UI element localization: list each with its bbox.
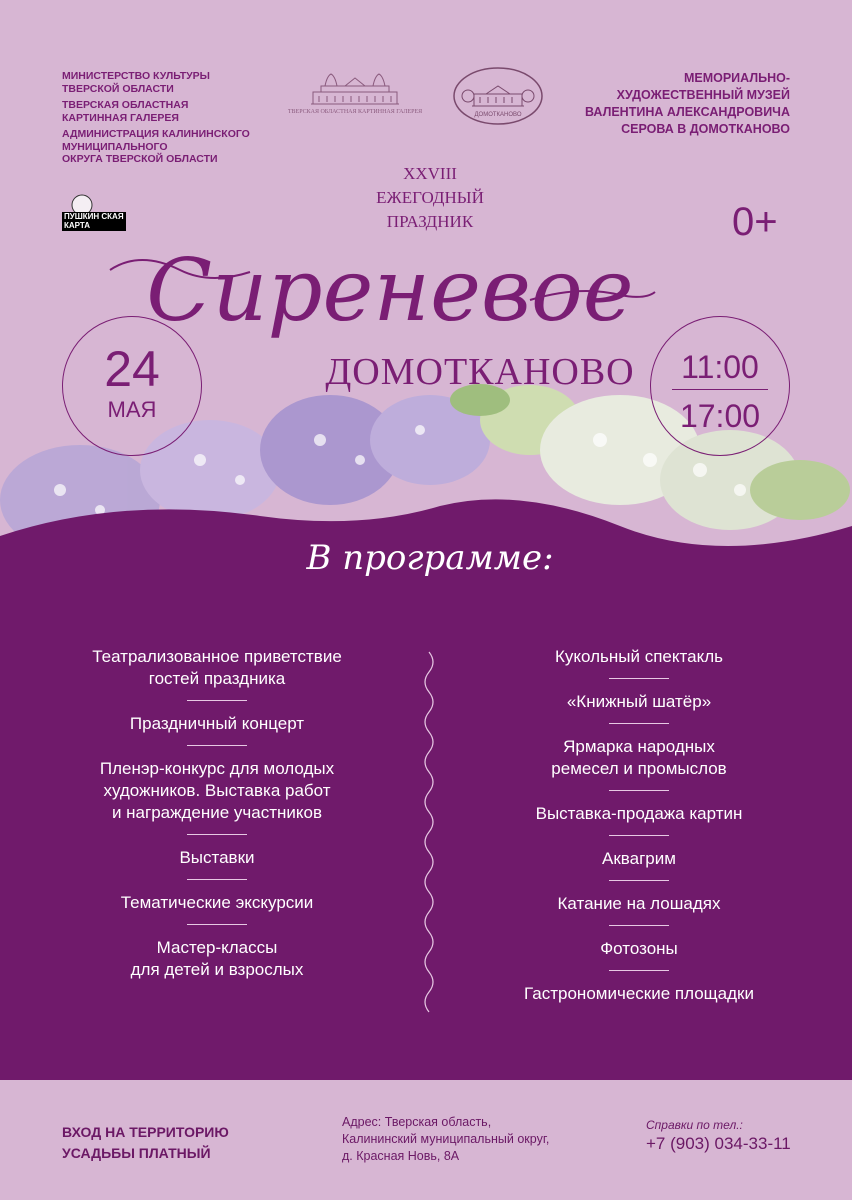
program-item: Аквагрим bbox=[602, 849, 676, 868]
program-separator bbox=[609, 880, 669, 881]
organizer-museum: МЕМОРИАЛЬНО- ХУДОЖЕСТВЕННЫЙ МУЗЕЙ ВАЛЕНТИНА АЛЕКСАНДРОВИЧА СЕРОВА В ДОМОТКАНОВО bbox=[584, 71, 790, 136]
pushkin-card-label: ПУШКИН СКАЯ КАРТА bbox=[62, 212, 126, 231]
event-day: 24 bbox=[104, 341, 160, 397]
program-separator bbox=[609, 835, 669, 836]
phone-label: Справки по тел.: bbox=[646, 1118, 743, 1132]
age-rating: 0+ bbox=[732, 200, 778, 244]
program-separator bbox=[187, 700, 247, 701]
time-divider bbox=[672, 389, 768, 390]
wavy-divider bbox=[420, 652, 438, 1012]
program-item: Кукольный спектакль bbox=[555, 647, 723, 666]
program-item: Выставки bbox=[179, 848, 255, 867]
event-place: ДОМОТКАНОВО bbox=[325, 351, 635, 393]
time-badge bbox=[650, 316, 790, 456]
program-item: Мастер-классы для детей и взрослых bbox=[130, 938, 304, 979]
program-item: Театрализованное приветствие гостей праздника bbox=[92, 647, 342, 688]
time-start: 11:00 bbox=[681, 349, 759, 385]
program-left-list bbox=[32, 646, 402, 981]
contact bbox=[646, 1118, 791, 1154]
event-title-text: Сиреневое bbox=[146, 241, 634, 341]
museum-logo-caption: ДОМОТКАНОВО bbox=[474, 112, 522, 118]
event-month: МАЯ bbox=[107, 397, 157, 422]
program-separator bbox=[609, 723, 669, 724]
program-item: Пленэр-конкурс для молодых художников. Выставка работ и награждение участников bbox=[99, 759, 335, 822]
program-separator bbox=[609, 970, 669, 971]
time-end: 17:00 bbox=[679, 398, 761, 434]
program-item: Праздничный концерт bbox=[129, 714, 305, 733]
organizer-ministry: МИНИСТЕРСТВО КУЛЬТУРЫ ТВЕРСКОЙ ОБЛАСТИ bbox=[62, 70, 210, 95]
program-item: Тематические экскурсии bbox=[120, 893, 314, 912]
gallery-logo bbox=[287, 66, 423, 122]
organizer-gallery: ТВЕРСКАЯ ОБЛАСТНАЯ КАРТИННАЯ ГАЛЕРЕЯ bbox=[62, 99, 189, 124]
organizer-administration: АДМИНИСТРАЦИЯ КАЛИНИНСКОГО МУНИЦИПАЛЬНОГО ОКРУГА ТВЕРСКОЙ ОБЛАСТИ bbox=[62, 128, 250, 165]
museum-logo bbox=[452, 66, 544, 126]
program-item: Ярмарка народных ремесел и промыслов bbox=[551, 737, 727, 778]
program-item: «Книжный шатёр» bbox=[566, 692, 712, 711]
program-item: Выставка-продажа картин bbox=[535, 804, 743, 823]
program-separator bbox=[609, 925, 669, 926]
program-right-list bbox=[454, 646, 824, 1005]
program-item: Гастрономические площадки bbox=[524, 984, 754, 1003]
program-item: Фотозоны bbox=[600, 939, 678, 958]
date-badge bbox=[62, 316, 202, 456]
program-separator bbox=[187, 745, 247, 746]
program-separator bbox=[187, 834, 247, 835]
phone-number[interactable]: +7 (903) 034-33-11 bbox=[646, 1134, 791, 1153]
program-separator bbox=[609, 790, 669, 791]
program-heading: В программе: bbox=[306, 538, 554, 578]
entry-notice: ВХОД НА ТЕРРИТОРИЮ УСАДЬБЫ ПЛАТНЫЙ bbox=[62, 1124, 229, 1161]
gallery-logo-caption: ТВЕРСКАЯ ОБЛАСТНАЯ КАРТИННАЯ ГАЛЕРЕЯ bbox=[287, 109, 423, 115]
organizers-left bbox=[62, 70, 282, 170]
program-separator bbox=[187, 879, 247, 880]
address: Адрес: Тверская область, Калининский муниципальный округ, д. Красная Новь, 8А bbox=[342, 1115, 550, 1163]
program-item: Катание на лошадях bbox=[557, 894, 721, 913]
program-separator bbox=[187, 924, 247, 925]
event-edition: XXVIII ЕЖЕГОДНЫЙ ПРАЗДНИК bbox=[376, 164, 484, 231]
event-title bbox=[100, 200, 660, 360]
program-separator bbox=[609, 678, 669, 679]
